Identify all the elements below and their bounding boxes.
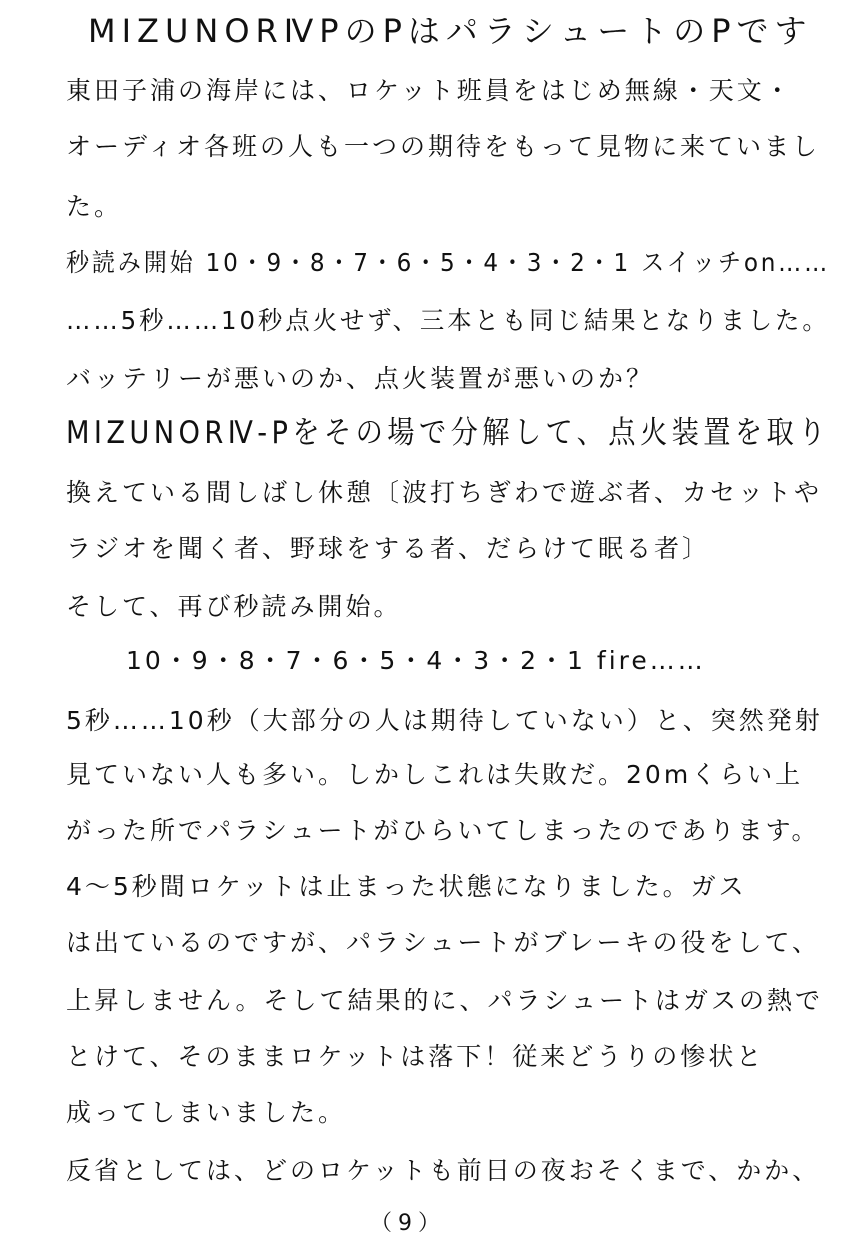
text-line: 成ってしまいました。 [66,1098,347,1127]
text-line: 東田子浦の海岸には、ロケット班員をはじめ無線・天文・ [66,76,793,105]
text-line: MIZUNORⅣ-Pをその場で分解して、点火装置を取り [66,415,830,451]
text-line: そして、再び秒読み開始。 [66,592,402,621]
document-title: MIZUNORⅣPのPはパラシュートのPです [88,12,813,50]
text-line: 4〜5秒間ロケットは止まった状態になりました。ガス [66,872,747,901]
text-line: バッテリーが悪いのか、点火装置が悪いのか？ [66,364,655,393]
text-line: がった所でパラシュートがひらいてしまったのであります。 [66,816,820,845]
text-line: とけて、そのままロケットは落下！従来どうりの惨状と [66,1042,765,1071]
text-line: オーディオ各班の人も一つの期待をもって見物に来ていまし [66,132,821,161]
text-line: 換えている間しばし休憩〔波打ちぎわで遊ぶ者、カセットや [66,478,823,507]
text-line: た。 [66,192,123,221]
text-line: は出ているのですが、パラシュートがブレーキの役をして、 [66,928,821,957]
text-line: ……5秒……10秒点火せず、三本とも同じ結果となりました。 [66,306,830,335]
text-line: 5秒……10秒（大部分の人は期待していない）と、突然発射 [66,706,823,735]
page-number: （9） [370,1211,446,1236]
text-line: 10・9・8・7・6・5・4・3・2・1 fire…… [126,646,706,675]
text-line: 秒読み開始 10・9・8・7・6・5・4・3・2・1 スイッチon…… [66,248,830,277]
text-line: 上昇しません。そして結果的に、パラシュートはガスの熱で [66,986,824,1015]
text-line: 見ていない人も多い。しかしこれは失敗だ。20mくらい上 [66,760,804,789]
text-line: ラジオを聞く者、野球をする者、だらけて眠る者〕 [66,534,711,563]
text-line: 反省としては、どのロケットも前日の夜おそくまで、かか、 [66,1156,821,1185]
